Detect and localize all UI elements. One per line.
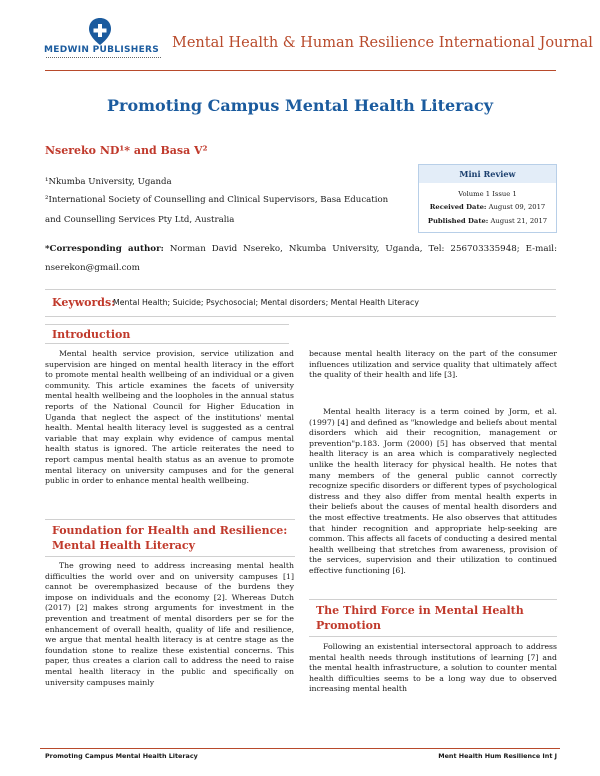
received-label: Received Date: [429, 203, 487, 211]
article-title: Promoting Campus Mental Health Literacy [106, 96, 494, 115]
section-heading-foundation [45, 519, 295, 557]
keywords-label: Keywords: [52, 296, 116, 309]
affiliation-1: ¹Nkumba University, Uganda [45, 177, 172, 187]
medwin-logo-icon [85, 16, 115, 46]
article-info-box [418, 164, 557, 233]
keywords-box [45, 289, 556, 317]
header-divider [45, 70, 556, 71]
received-value: August 09, 2017 [488, 203, 546, 211]
article-authors: Nsereko ND¹* and Basa V² [45, 144, 208, 157]
third-force-heading-text: The Third Force in Mental Health Promotion [316, 604, 524, 632]
introduction-heading-text: Introduction [52, 328, 131, 341]
published-label: Published Date: [427, 217, 489, 225]
publisher-tagline [46, 57, 161, 61]
right-column-paragraph-1: because mental health literacy on the part of the consumer influences utilization and service quality that ultimately affect the quality of their health and life [3]. [309, 349, 557, 380]
footer-divider [40, 748, 560, 749]
corresponding-details: Norman David Nsereko, Nkumba University, Uganda, Tel: 256703335948; E-mail: nserekon@gmail.com [45, 244, 557, 273]
foundation-paragraph: The growing need to address increasing mental health difficulties the world over and on university campuses [1] cannot be overemphasized because of the burdens they impose on individuals and the economy [2]. Whereas Dutch (2017) [2] makes strong arguments for investment in the prevention and treatment of mental disorders per se for the enhancement of overall health, quality of life and resilience, we argue that mental health literacy is at centre stage as the foundation stone to realize these existential concerns. This paper, thus creates a clarion call to address the need to raise mental health literacy in the public and specifically on university campuses mainly [45, 561, 294, 687]
keywords-text: Mental Health; Suicide; Psychosocial; Mental disorders; Mental Health Literacy [113, 298, 419, 307]
article-type: Mini Review [419, 165, 556, 183]
section-heading-introduction [45, 324, 289, 344]
volume-issue: Volume 1 Issue 1 [458, 190, 517, 198]
affiliation-2: ²International Society of Counselling and Clinical Supervisors, Basa Education and Counselling Services Pty Ltd, Australia [45, 195, 389, 225]
footer-article-title: Promoting Campus Mental Health Literacy [45, 752, 198, 760]
introduction-paragraph: Mental health service provision, service utilization and supervision are hinged on mental health literacy in the effort to promote mental health wellbeing of an individual or a given community. This article examines the facets of university mental health wellbeing and the loopholes in the annual status reports of the National Council for Higher Education in Uganda that neglect the aspect of the institutions' mental health. Mental health literacy level is suggested as a central variable that may explain why evidence of campus mental health status is ignored. The article reiterates the need to report campus mental health status as an avenue to promote mental literacy on university campuses and for the general public in order to enhance mental health wellbeing. [45, 349, 294, 486]
publisher-name: MEDWIN PUBLISHERS [44, 45, 160, 55]
journal-title: Mental Health & Human Resilience International Journal [172, 35, 593, 51]
section-heading-third-force [309, 599, 557, 637]
corresponding-author [45, 240, 557, 278]
published-date [419, 217, 556, 225]
third-force-paragraph: Following an existential intersectoral approach to address mental health needs through institutions of learning [7] and the mental health infrastructure, a solution to counter mental health difficulties seems to be a long way due to observed increasing mental health [309, 642, 557, 694]
right-column-paragraph-2: Mental health literacy is a term coined by Jorm, et al. (1997) [4] and defined as "knowledge and beliefs about mental disorders which aid their recognition, management or prevention"p.183. Jorm (2000) [5] has observed that mental health literacy is an area which is comparatively neglected unlike the health literacy for physical health. He notes that many members of the general public cannot correctly recognize specific disorders or different types of psychological distress and they also differ from mental health experts in their beliefs about the causes of mental health disorders and the most effective treatments. He also observes that attitudes that hinder recognition and appropriate help-seeking are common. This affects all facets of conducting a desired mental health wellbeing that stretches from awareness, provision of the services, supervision and their utilization to continued effective functioning [6]. [309, 407, 557, 575]
received-date [419, 203, 556, 211]
published-value: August 21, 2017 [490, 217, 548, 225]
foundation-heading-text: Foundation for Health and Resilience: Mental Health Literacy [52, 524, 288, 552]
footer-journal-abbrev: Ment Health Hum Resilience Int J [438, 752, 557, 760]
corresponding-label: *Corresponding author: [45, 244, 164, 254]
